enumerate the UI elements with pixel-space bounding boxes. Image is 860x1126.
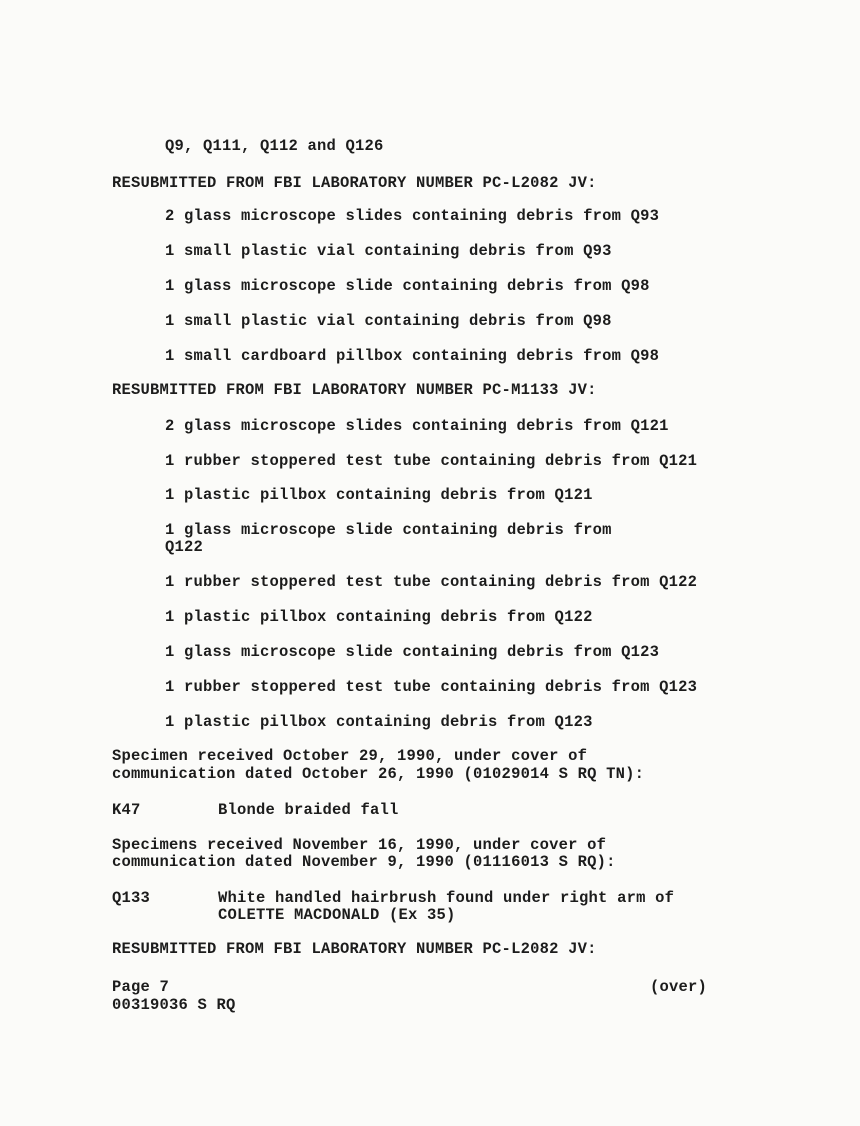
header-continuation: Q9, Q111, Q112 and Q126 xyxy=(165,137,384,155)
list-item: 1 glass microscope slide containing debris from Q123 xyxy=(165,643,660,661)
list-item: 2 glass microscope slides containing debris from Q93 xyxy=(165,207,660,225)
list-item: 1 plastic pillbox containing debris from Q122 xyxy=(165,608,593,626)
list-item: 1 small plastic vial containing debris from Q93 xyxy=(165,242,612,260)
specimen-description-continuation: COLETTE MACDONALD (Ex 35) xyxy=(218,906,456,924)
receipt-line: Specimen received October 29, 1990, under cover of xyxy=(112,747,588,765)
receipt-line: Specimens received November 16, 1990, under cover of xyxy=(112,836,607,854)
list-item: 1 rubber stoppered test tube containing debris from Q122 xyxy=(165,573,698,591)
over-indicator: (over) xyxy=(650,978,708,996)
section-heading: RESUBMITTED FROM FBI LABORATORY NUMBER PC-L2082 JV: xyxy=(112,174,597,192)
list-item: 1 small plastic vial containing debris from Q98 xyxy=(165,312,612,330)
list-item: 1 rubber stoppered test tube containing debris from Q121 xyxy=(165,452,698,470)
specimen-description: White handled hairbrush found under right arm of xyxy=(218,889,675,907)
list-item: 1 small cardboard pillbox containing debris from Q98 xyxy=(165,347,660,365)
specimen-description: Blonde braided fall xyxy=(218,801,399,819)
receipt-line: communication dated November 9, 1990 (01116013 S RQ): xyxy=(112,853,616,871)
list-item: 1 plastic pillbox containing debris from Q121 xyxy=(165,486,593,504)
specimen-id: Q133 xyxy=(112,889,151,907)
list-item: 1 glass microscope slide containing debris from Q98 xyxy=(165,277,650,295)
page-number: Page 7 xyxy=(112,978,170,996)
specimen-id: K47 xyxy=(112,801,141,819)
section-heading: RESUBMITTED FROM FBI LABORATORY NUMBER PC-M1133 JV: xyxy=(112,381,597,399)
file-number: 00319036 S RQ xyxy=(112,996,236,1014)
list-item: 1 glass microscope slide containing debris from xyxy=(165,521,612,539)
section-heading: RESUBMITTED FROM FBI LABORATORY NUMBER PC-L2082 JV: xyxy=(112,940,597,958)
list-item: 2 glass microscope slides containing debris from Q121 xyxy=(165,417,669,435)
receipt-line: communication dated October 26, 1990 (01029014 S RQ TN): xyxy=(112,765,645,783)
list-item-continuation: Q122 xyxy=(165,538,204,556)
list-item: 1 plastic pillbox containing debris from Q123 xyxy=(165,713,593,731)
list-item: 1 rubber stoppered test tube containing debris from Q123 xyxy=(165,678,698,696)
